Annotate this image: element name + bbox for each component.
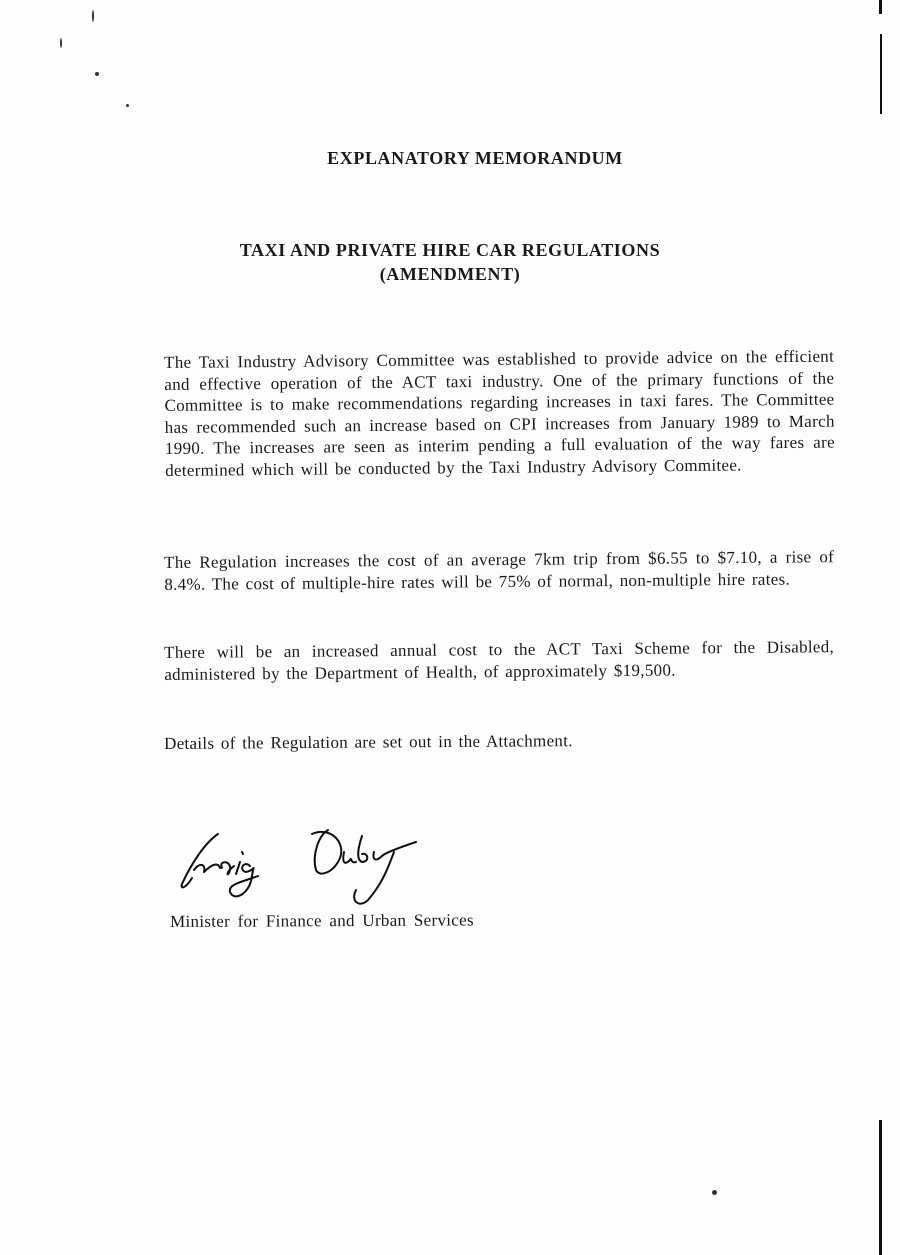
scan-speck xyxy=(95,72,99,76)
regulation-title xyxy=(160,238,740,286)
body-paragraph-fare-increase: The Regulation increases the cost of an average 7km trip from $6.55 to $7.10, a rise of 8.4%. The cost of multiple-hire rates will be 75% of normal, non-multiple hire rates. xyxy=(164,547,835,594)
body-paragraph-annual-cost: There will be an increased annual cost to the ACT Taxi Scheme for the Disabled, administered by the Department of Health, of approximately $19,500. xyxy=(164,637,835,684)
signer-title: Minister for Finance and Urban Services xyxy=(170,910,474,931)
scan-edge-mark xyxy=(879,0,882,14)
scan-speck xyxy=(712,1190,717,1195)
scan-speck xyxy=(60,38,62,48)
body-paragraph-committee: The Taxi Industry Advisory Committee was established to provide advice on the efficient and effective operation of the ACT taxi industry. One of the primary functions of the Committee is to make recommendations regarding increases in taxi fares. The Committee has recommended such an increase based on CPI increases from January 1989 to March 1990. The increases are seen as interim pending a full evaluation of the way fares are determined which will be conducted by the Taxi Industry Advisory Commitee. xyxy=(164,346,835,480)
regulation-title-line1: TAXI AND PRIVATE HIRE CAR REGULATIONS xyxy=(239,240,661,260)
scan-edge-mark xyxy=(879,1120,882,1255)
scan-speck xyxy=(92,10,94,22)
scan-edge-mark xyxy=(880,34,882,114)
body-paragraph-details: Details of the Regulation are set out in the Attachment. xyxy=(164,731,573,753)
regulation-title-line2: (AMENDMENT) xyxy=(379,264,521,284)
scan-speck xyxy=(126,104,129,107)
memo-title: EXPLANATORY MEMORANDUM xyxy=(327,148,623,168)
handwritten-signature xyxy=(178,812,438,912)
